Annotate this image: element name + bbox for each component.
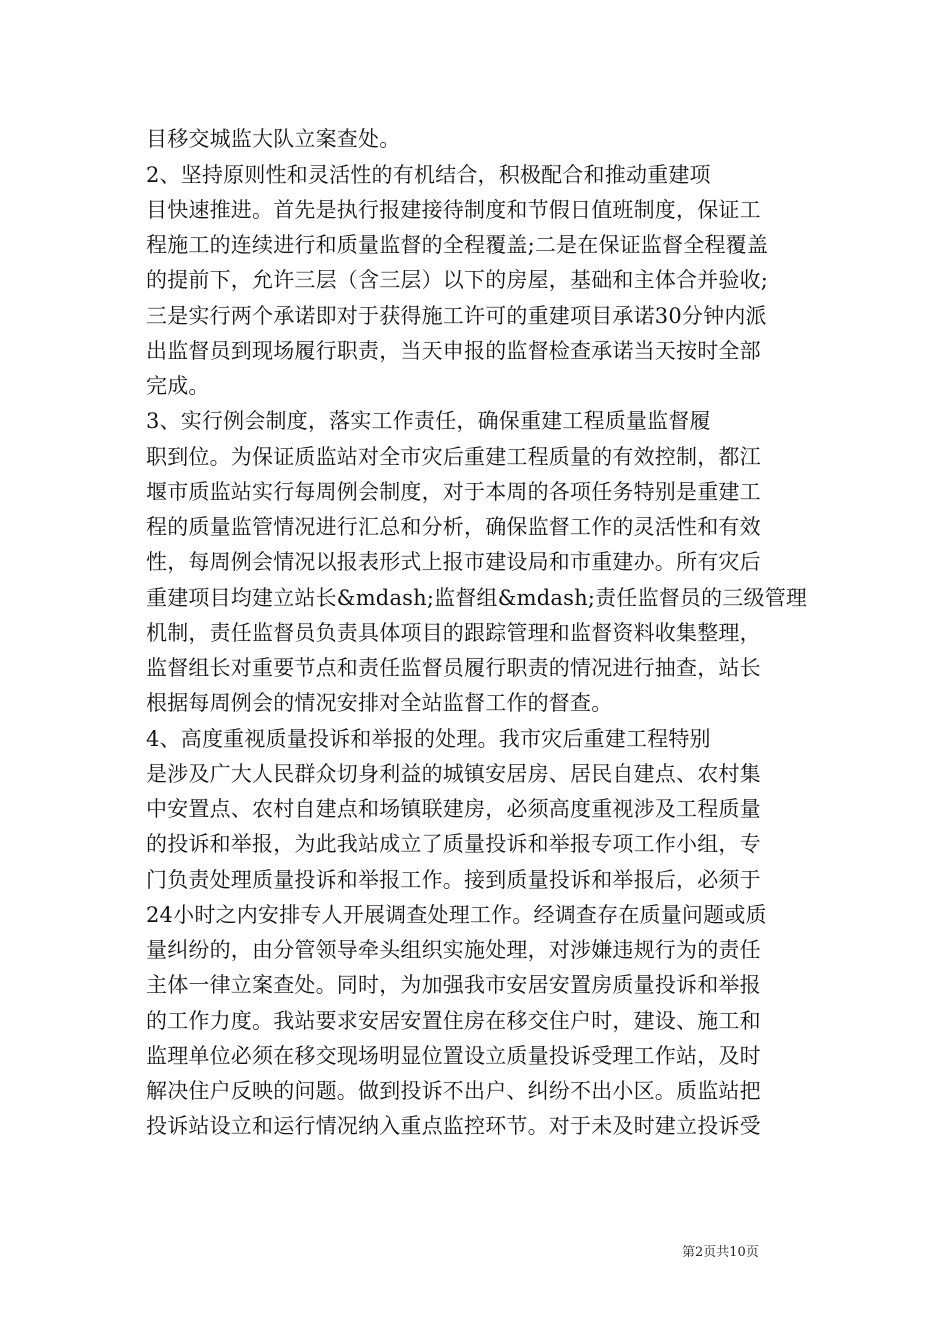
text-line: 监督组长对重要节点和责任监督员履行职责的情况进行抽查，站长 [146, 656, 761, 680]
text-line: 职到位。为保证质监站对全市灾后重建工程质量的有效控制，都江 [146, 445, 761, 469]
text-line: 3、实行例会制度，落实工作责任，确保重建工程质量监督履 [146, 409, 711, 433]
text-line: 重建项目均建立站长&mdash;监督组&mdash;责任监督员的三级管理 [146, 586, 808, 610]
text-line: 机制，责任监督员负责具体项目的跟踪管理和监督资料收集整理， [146, 621, 761, 645]
text-line: 三是实行两个承诺即对于获得施工许可的重建项目承诺30分钟内派 [146, 304, 767, 328]
text-line: 性，每周例会情况以报表形式上报市建设局和市重建办。所有灾后 [146, 550, 761, 574]
text-line: 2、坚持原则性和灵活性的有机结合，积极配合和推动重建项 [146, 163, 711, 187]
text-line: 投诉站设立和运行情况纳入重点监控环节。对于未及时建立投诉受 [146, 1114, 761, 1138]
text-line: 量纠纷的，由分管领导牵头组织实施处理，对涉嫌违规行为的责任 [146, 938, 761, 962]
text-line: 的提前下，允许三层（含三层）以下的房屋，基础和主体合并验收; [146, 268, 769, 292]
text-line: 的工作力度。我站要求安居安置住房在移交住户时，建设、施工和 [146, 1009, 761, 1033]
text-line: 解决住户反映的问题。做到投诉不出户、纠纷不出小区。质监站把 [146, 1079, 761, 1103]
text-line: 24小时之内安排专人开展调查处理工作。经调查存在质量问题或质 [146, 903, 767, 927]
text-line: 门负责处理质量投诉和举报工作。接到质量投诉和举报后，必须于 [146, 868, 761, 892]
page-number: 第2页共10页 [682, 1245, 759, 1260]
text-line: 程施工的连续进行和质量监督的全程覆盖;二是在保证监督全程覆盖 [146, 233, 769, 257]
text-line: 根据每周例会的情况安排对全站监督工作的督查。 [146, 691, 613, 715]
text-line: 是涉及广大人民群众切身利益的城镇安居房、居民自建点、农村集 [146, 762, 761, 786]
text-line: 程的质量监管情况进行汇总和分析，确保监督工作的灵活性和有效 [146, 515, 761, 539]
text-line: 的投诉和举报，为此我站成立了质量投诉和举报专项工作小组，专 [146, 832, 761, 856]
text-line: 完成。 [146, 374, 210, 398]
text-line: 4、高度重视质量投诉和举报的处理。我市灾后重建工程特别 [146, 727, 711, 751]
text-line: 目移交城监大队立案查处。 [146, 127, 401, 151]
text-line: 出监督员到现场履行职责，当天申报的监督检查承诺当天按时全部 [146, 339, 761, 363]
text-line: 主体一律立案查处。同时，为加强我市安居安置房质量投诉和举报 [146, 973, 761, 997]
text-line: 目快速推进。首先是执行报建接待制度和节假日值班制度，保证工 [146, 198, 761, 222]
text-line: 中安置点、农村自建点和场镇联建房，必须高度重视涉及工程质量 [146, 797, 761, 821]
text-line: 堰市质监站实行每周例会制度，对于本周的各项任务特别是重建工 [146, 480, 761, 504]
text-line: 监理单位必须在移交现场明显位置设立质量投诉受理工作站，及时 [146, 1044, 761, 1068]
